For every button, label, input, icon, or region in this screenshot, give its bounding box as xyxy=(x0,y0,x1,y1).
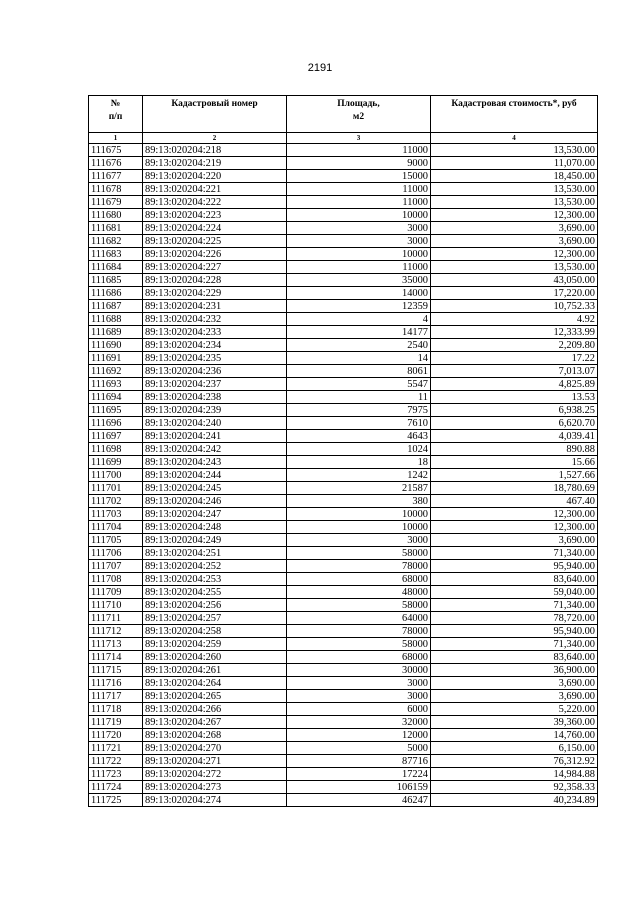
row-number-cell: 111680 xyxy=(89,209,143,222)
area-cell: 5000 xyxy=(287,742,431,755)
cadastral-cost-cell: 12,333.99 xyxy=(431,326,598,339)
area-cell: 58000 xyxy=(287,599,431,612)
cadastral-cost-cell: 1,527.66 xyxy=(431,469,598,482)
row-number-cell: 111715 xyxy=(89,664,143,677)
table-row xyxy=(89,534,598,547)
cadastral-cost-cell: 4,825.89 xyxy=(431,378,598,391)
table-row xyxy=(89,469,598,482)
cadastral-cost-cell: 83,640.00 xyxy=(431,651,598,664)
cadastral-number-cell: 89:13:020204:247 xyxy=(143,508,287,521)
header-area-line2: м2 xyxy=(352,112,365,122)
table-row xyxy=(89,313,598,326)
table-row xyxy=(89,755,598,768)
cadastral-number-cell: 89:13:020204:240 xyxy=(143,417,287,430)
cadastral-cost-cell: 12,300.00 xyxy=(431,209,598,222)
cadastral-cost-cell: 890.88 xyxy=(431,443,598,456)
table-row xyxy=(89,482,598,495)
area-cell: 11000 xyxy=(287,144,431,157)
table-row xyxy=(89,157,598,170)
cadastral-number-cell: 89:13:020204:270 xyxy=(143,742,287,755)
cadastral-cost-cell: 17.22 xyxy=(431,352,598,365)
table-row xyxy=(89,352,598,365)
cadastral-cost-cell: 18,450.00 xyxy=(431,170,598,183)
area-cell: 17224 xyxy=(287,768,431,781)
row-number-cell: 111684 xyxy=(89,261,143,274)
cadastral-cost-cell: 14,984.88 xyxy=(431,768,598,781)
cadastral-cost-cell: 7,013.07 xyxy=(431,365,598,378)
area-cell: 2540 xyxy=(287,339,431,352)
table-row xyxy=(89,612,598,625)
row-number-cell: 111691 xyxy=(89,352,143,365)
cadastral-cost-cell: 36,900.00 xyxy=(431,664,598,677)
table-row xyxy=(89,586,598,599)
cadastral-number-cell: 89:13:020204:219 xyxy=(143,157,287,170)
cadastral-cost-cell: 76,312.92 xyxy=(431,755,598,768)
table-row xyxy=(89,456,598,469)
row-number-cell: 111724 xyxy=(89,781,143,794)
cadastral-cost-cell: 18,780.69 xyxy=(431,482,598,495)
header-row-number-line2: п/п xyxy=(108,112,123,122)
row-number-cell: 111712 xyxy=(89,625,143,638)
cadastral-number-cell: 89:13:020204:222 xyxy=(143,196,287,209)
table-row xyxy=(89,703,598,716)
cadastral-number-cell: 89:13:020204:226 xyxy=(143,248,287,261)
area-cell: 14 xyxy=(287,352,431,365)
area-cell: 7610 xyxy=(287,417,431,430)
area-cell: 32000 xyxy=(287,716,431,729)
area-cell: 21587 xyxy=(287,482,431,495)
cadastral-cost-cell: 3,690.00 xyxy=(431,534,598,547)
row-number-cell: 111713 xyxy=(89,638,143,651)
row-number-cell: 111678 xyxy=(89,183,143,196)
area-cell: 78000 xyxy=(287,560,431,573)
table-row xyxy=(89,339,598,352)
cadastral-cost-cell: 17,220.00 xyxy=(431,287,598,300)
table-row xyxy=(89,768,598,781)
table-row xyxy=(89,430,598,443)
cadastral-cost-cell: 13,530.00 xyxy=(431,183,598,196)
table-row xyxy=(89,326,598,339)
area-cell: 12359 xyxy=(287,300,431,313)
row-number-cell: 111683 xyxy=(89,248,143,261)
row-number-cell: 111718 xyxy=(89,703,143,716)
table-row xyxy=(89,183,598,196)
table-row xyxy=(89,300,598,313)
area-cell: 10000 xyxy=(287,521,431,534)
row-number-cell: 111695 xyxy=(89,404,143,417)
row-number-cell: 111709 xyxy=(89,586,143,599)
cadastral-number-cell: 89:13:020204:274 xyxy=(143,794,287,807)
cadastral-number-cell: 89:13:020204:246 xyxy=(143,495,287,508)
area-cell: 10000 xyxy=(287,209,431,222)
table-row xyxy=(89,742,598,755)
area-cell: 8061 xyxy=(287,365,431,378)
area-cell: 9000 xyxy=(287,157,431,170)
cadastral-number-cell: 89:13:020204:256 xyxy=(143,599,287,612)
cadastral-cost-cell: 95,940.00 xyxy=(431,625,598,638)
cadastral-cost-cell: 5,220.00 xyxy=(431,703,598,716)
area-cell: 14177 xyxy=(287,326,431,339)
cadastral-cost-cell: 4.92 xyxy=(431,313,598,326)
table-row xyxy=(89,664,598,677)
row-number-cell: 111722 xyxy=(89,755,143,768)
row-number-cell: 111707 xyxy=(89,560,143,573)
cadastral-number-cell: 89:13:020204:231 xyxy=(143,300,287,313)
area-cell: 11000 xyxy=(287,261,431,274)
cadastral-number-cell: 89:13:020204:252 xyxy=(143,560,287,573)
row-number-cell: 111719 xyxy=(89,716,143,729)
row-number-cell: 111681 xyxy=(89,222,143,235)
area-cell: 3000 xyxy=(287,690,431,703)
cadastral-cost-cell: 13.53 xyxy=(431,391,598,404)
cadastral-number-cell: 89:13:020204:238 xyxy=(143,391,287,404)
area-cell: 6000 xyxy=(287,703,431,716)
cadastral-cost-cell: 12,300.00 xyxy=(431,508,598,521)
cadastral-number-cell: 89:13:020204:233 xyxy=(143,326,287,339)
area-cell: 30000 xyxy=(287,664,431,677)
area-cell: 4643 xyxy=(287,430,431,443)
row-number-cell: 111696 xyxy=(89,417,143,430)
cadastral-number-cell: 89:13:020204:243 xyxy=(143,456,287,469)
cadastral-number-cell: 89:13:020204:266 xyxy=(143,703,287,716)
area-cell: 106159 xyxy=(287,781,431,794)
row-number-cell: 111690 xyxy=(89,339,143,352)
cadastral-number-cell: 89:13:020204:221 xyxy=(143,183,287,196)
area-cell: 64000 xyxy=(287,612,431,625)
cadastral-cost-cell: 12,300.00 xyxy=(431,248,598,261)
table-row xyxy=(89,573,598,586)
table-row xyxy=(89,391,598,404)
column-number: 2 xyxy=(143,133,287,144)
cadastral-cost-cell: 6,620.70 xyxy=(431,417,598,430)
row-number-cell: 111688 xyxy=(89,313,143,326)
cadastral-number-cell: 89:13:020204:261 xyxy=(143,664,287,677)
cadastral-number-cell: 89:13:020204:242 xyxy=(143,443,287,456)
header-area-line1: Площадь, xyxy=(337,99,380,109)
cadastral-table xyxy=(88,95,598,807)
area-cell: 1242 xyxy=(287,469,431,482)
cadastral-cost-cell: 6,150.00 xyxy=(431,742,598,755)
area-cell: 58000 xyxy=(287,638,431,651)
table-row xyxy=(89,521,598,534)
cadastral-number-cell: 89:13:020204:245 xyxy=(143,482,287,495)
cadastral-cost-cell: 59,040.00 xyxy=(431,586,598,599)
table-row xyxy=(89,209,598,222)
area-cell: 3000 xyxy=(287,677,431,690)
cadastral-number-cell: 89:13:020204:248 xyxy=(143,521,287,534)
cadastral-cost-cell: 3,690.00 xyxy=(431,677,598,690)
cadastral-cost-cell: 467.40 xyxy=(431,495,598,508)
table-row xyxy=(89,547,598,560)
table-row xyxy=(89,716,598,729)
column-number: 3 xyxy=(287,133,431,144)
table-row xyxy=(89,638,598,651)
area-cell: 18 xyxy=(287,456,431,469)
area-cell: 3000 xyxy=(287,235,431,248)
cadastral-number-cell: 89:13:020204:268 xyxy=(143,729,287,742)
table-row xyxy=(89,599,598,612)
area-cell: 5547 xyxy=(287,378,431,391)
header-row-number xyxy=(89,96,143,133)
cadastral-cost-cell: 12,300.00 xyxy=(431,521,598,534)
cadastral-number-cell: 89:13:020204:234 xyxy=(143,339,287,352)
cadastral-number-cell: 89:13:020204:239 xyxy=(143,404,287,417)
table-row xyxy=(89,443,598,456)
cadastral-number-cell: 89:13:020204:271 xyxy=(143,755,287,768)
cadastral-number-cell: 89:13:020204:223 xyxy=(143,209,287,222)
area-cell: 46247 xyxy=(287,794,431,807)
table-row xyxy=(89,261,598,274)
cadastral-cost-cell: 13,530.00 xyxy=(431,196,598,209)
table-row xyxy=(89,144,598,157)
cadastral-cost-cell: 78,720.00 xyxy=(431,612,598,625)
cadastral-number-cell: 89:13:020204:241 xyxy=(143,430,287,443)
area-cell: 11 xyxy=(287,391,431,404)
cadastral-cost-cell: 40,234.89 xyxy=(431,794,598,807)
cadastral-cost-cell: 2,209.80 xyxy=(431,339,598,352)
cadastral-number-cell: 89:13:020204:235 xyxy=(143,352,287,365)
row-number-cell: 111701 xyxy=(89,482,143,495)
table-row xyxy=(89,495,598,508)
cadastral-number-cell: 89:13:020204:257 xyxy=(143,612,287,625)
table-row xyxy=(89,417,598,430)
row-number-cell: 111686 xyxy=(89,287,143,300)
area-cell: 10000 xyxy=(287,248,431,261)
cadastral-number-cell: 89:13:020204:249 xyxy=(143,534,287,547)
table-row xyxy=(89,729,598,742)
row-number-cell: 111704 xyxy=(89,521,143,534)
area-cell: 7975 xyxy=(287,404,431,417)
area-cell: 78000 xyxy=(287,625,431,638)
area-cell: 4 xyxy=(287,313,431,326)
row-number-cell: 111700 xyxy=(89,469,143,482)
cadastral-number-cell: 89:13:020204:236 xyxy=(143,365,287,378)
cadastral-number-cell: 89:13:020204:264 xyxy=(143,677,287,690)
cadastral-number-cell: 89:13:020204:224 xyxy=(143,222,287,235)
header-area xyxy=(287,96,431,133)
cadastral-number-cell: 89:13:020204:244 xyxy=(143,469,287,482)
table-row xyxy=(89,235,598,248)
cadastral-cost-cell: 3,690.00 xyxy=(431,690,598,703)
row-number-cell: 111685 xyxy=(89,274,143,287)
cadastral-number-cell: 89:13:020204:232 xyxy=(143,313,287,326)
area-cell: 11000 xyxy=(287,183,431,196)
area-cell: 87716 xyxy=(287,755,431,768)
cadastral-number-cell: 89:13:020204:229 xyxy=(143,287,287,300)
row-number-cell: 111698 xyxy=(89,443,143,456)
header-cadastral-cost: Кадастровая стоимость*, руб xyxy=(431,96,598,133)
cadastral-cost-cell: 6,938.25 xyxy=(431,404,598,417)
row-number-cell: 111676 xyxy=(89,157,143,170)
cadastral-number-cell: 89:13:020204:272 xyxy=(143,768,287,781)
table-row xyxy=(89,625,598,638)
area-cell: 10000 xyxy=(287,508,431,521)
row-number-cell: 111703 xyxy=(89,508,143,521)
row-number-cell: 111687 xyxy=(89,300,143,313)
cadastral-cost-cell: 13,530.00 xyxy=(431,144,598,157)
row-number-cell: 111693 xyxy=(89,378,143,391)
row-number-cell: 111697 xyxy=(89,430,143,443)
table-header-row xyxy=(89,96,598,133)
area-cell: 68000 xyxy=(287,573,431,586)
area-cell: 3000 xyxy=(287,534,431,547)
table-row xyxy=(89,404,598,417)
row-number-cell: 111725 xyxy=(89,794,143,807)
row-number-cell: 111723 xyxy=(89,768,143,781)
cadastral-cost-cell: 13,530.00 xyxy=(431,261,598,274)
cadastral-cost-cell: 83,640.00 xyxy=(431,573,598,586)
row-number-cell: 111717 xyxy=(89,690,143,703)
column-number: 1 xyxy=(89,133,143,144)
cadastral-number-cell: 89:13:020204:255 xyxy=(143,586,287,599)
table-row xyxy=(89,677,598,690)
row-number-cell: 111716 xyxy=(89,677,143,690)
table-row xyxy=(89,222,598,235)
table-row xyxy=(89,508,598,521)
table-row xyxy=(89,690,598,703)
page-number: 2191 xyxy=(307,62,333,74)
area-cell: 58000 xyxy=(287,547,431,560)
cadastral-cost-cell: 71,340.00 xyxy=(431,547,598,560)
area-cell: 35000 xyxy=(287,274,431,287)
area-cell: 48000 xyxy=(287,586,431,599)
table-row xyxy=(89,287,598,300)
row-number-cell: 111710 xyxy=(89,599,143,612)
area-cell: 3000 xyxy=(287,222,431,235)
row-number-cell: 111721 xyxy=(89,742,143,755)
cadastral-cost-cell: 15.66 xyxy=(431,456,598,469)
column-number: 4 xyxy=(431,133,598,144)
row-number-cell: 111702 xyxy=(89,495,143,508)
cadastral-number-cell: 89:13:020204:265 xyxy=(143,690,287,703)
table-row xyxy=(89,651,598,664)
row-number-cell: 111711 xyxy=(89,612,143,625)
row-number-cell: 111682 xyxy=(89,235,143,248)
cadastral-number-cell: 89:13:020204:225 xyxy=(143,235,287,248)
area-cell: 11000 xyxy=(287,196,431,209)
table-row xyxy=(89,248,598,261)
row-number-cell: 111705 xyxy=(89,534,143,547)
cadastral-number-cell: 89:13:020204:220 xyxy=(143,170,287,183)
cadastral-cost-cell: 3,690.00 xyxy=(431,235,598,248)
cadastral-number-cell: 89:13:020204:237 xyxy=(143,378,287,391)
table-row xyxy=(89,794,598,807)
cadastral-number-cell: 89:13:020204:258 xyxy=(143,625,287,638)
area-cell: 12000 xyxy=(287,729,431,742)
table-row xyxy=(89,378,598,391)
cadastral-number-cell: 89:13:020204:267 xyxy=(143,716,287,729)
row-number-cell: 111692 xyxy=(89,365,143,378)
cadastral-number-cell: 89:13:020204:227 xyxy=(143,261,287,274)
cadastral-cost-cell: 71,340.00 xyxy=(431,599,598,612)
row-number-cell: 111694 xyxy=(89,391,143,404)
cadastral-cost-cell: 43,050.00 xyxy=(431,274,598,287)
area-cell: 14000 xyxy=(287,287,431,300)
area-cell: 380 xyxy=(287,495,431,508)
row-number-cell: 111720 xyxy=(89,729,143,742)
table-row xyxy=(89,560,598,573)
row-number-cell: 111714 xyxy=(89,651,143,664)
cadastral-number-cell: 89:13:020204:251 xyxy=(143,547,287,560)
column-number-row xyxy=(89,133,598,144)
cadastral-number-cell: 89:13:020204:273 xyxy=(143,781,287,794)
cadastral-number-cell: 89:13:020204:253 xyxy=(143,573,287,586)
row-number-cell: 111699 xyxy=(89,456,143,469)
row-number-cell: 111677 xyxy=(89,170,143,183)
cadastral-cost-cell: 95,940.00 xyxy=(431,560,598,573)
table-row xyxy=(89,365,598,378)
cadastral-number-cell: 89:13:020204:260 xyxy=(143,651,287,664)
table-row xyxy=(89,274,598,287)
area-cell: 1024 xyxy=(287,443,431,456)
table-row xyxy=(89,781,598,794)
header-cadastral-number: Кадастровый номер xyxy=(143,96,287,133)
table-row xyxy=(89,170,598,183)
cadastral-cost-cell: 14,760.00 xyxy=(431,729,598,742)
cadastral-cost-cell: 39,360.00 xyxy=(431,716,598,729)
cadastral-cost-cell: 4,039.41 xyxy=(431,430,598,443)
cadastral-cost-cell: 71,340.00 xyxy=(431,638,598,651)
table-body xyxy=(89,144,598,807)
cadastral-cost-cell: 92,358.33 xyxy=(431,781,598,794)
header-row-number-line1: № xyxy=(110,99,121,109)
cadastral-cost-cell: 11,070.00 xyxy=(431,157,598,170)
cadastral-number-cell: 89:13:020204:259 xyxy=(143,638,287,651)
area-cell: 68000 xyxy=(287,651,431,664)
row-number-cell: 111689 xyxy=(89,326,143,339)
table-row xyxy=(89,196,598,209)
row-number-cell: 111679 xyxy=(89,196,143,209)
cadastral-cost-cell: 10,752.33 xyxy=(431,300,598,313)
row-number-cell: 111708 xyxy=(89,573,143,586)
cadastral-number-cell: 89:13:020204:228 xyxy=(143,274,287,287)
area-cell: 15000 xyxy=(287,170,431,183)
row-number-cell: 111675 xyxy=(89,144,143,157)
cadastral-number-cell: 89:13:020204:218 xyxy=(143,144,287,157)
row-number-cell: 111706 xyxy=(89,547,143,560)
cadastral-cost-cell: 3,690.00 xyxy=(431,222,598,235)
